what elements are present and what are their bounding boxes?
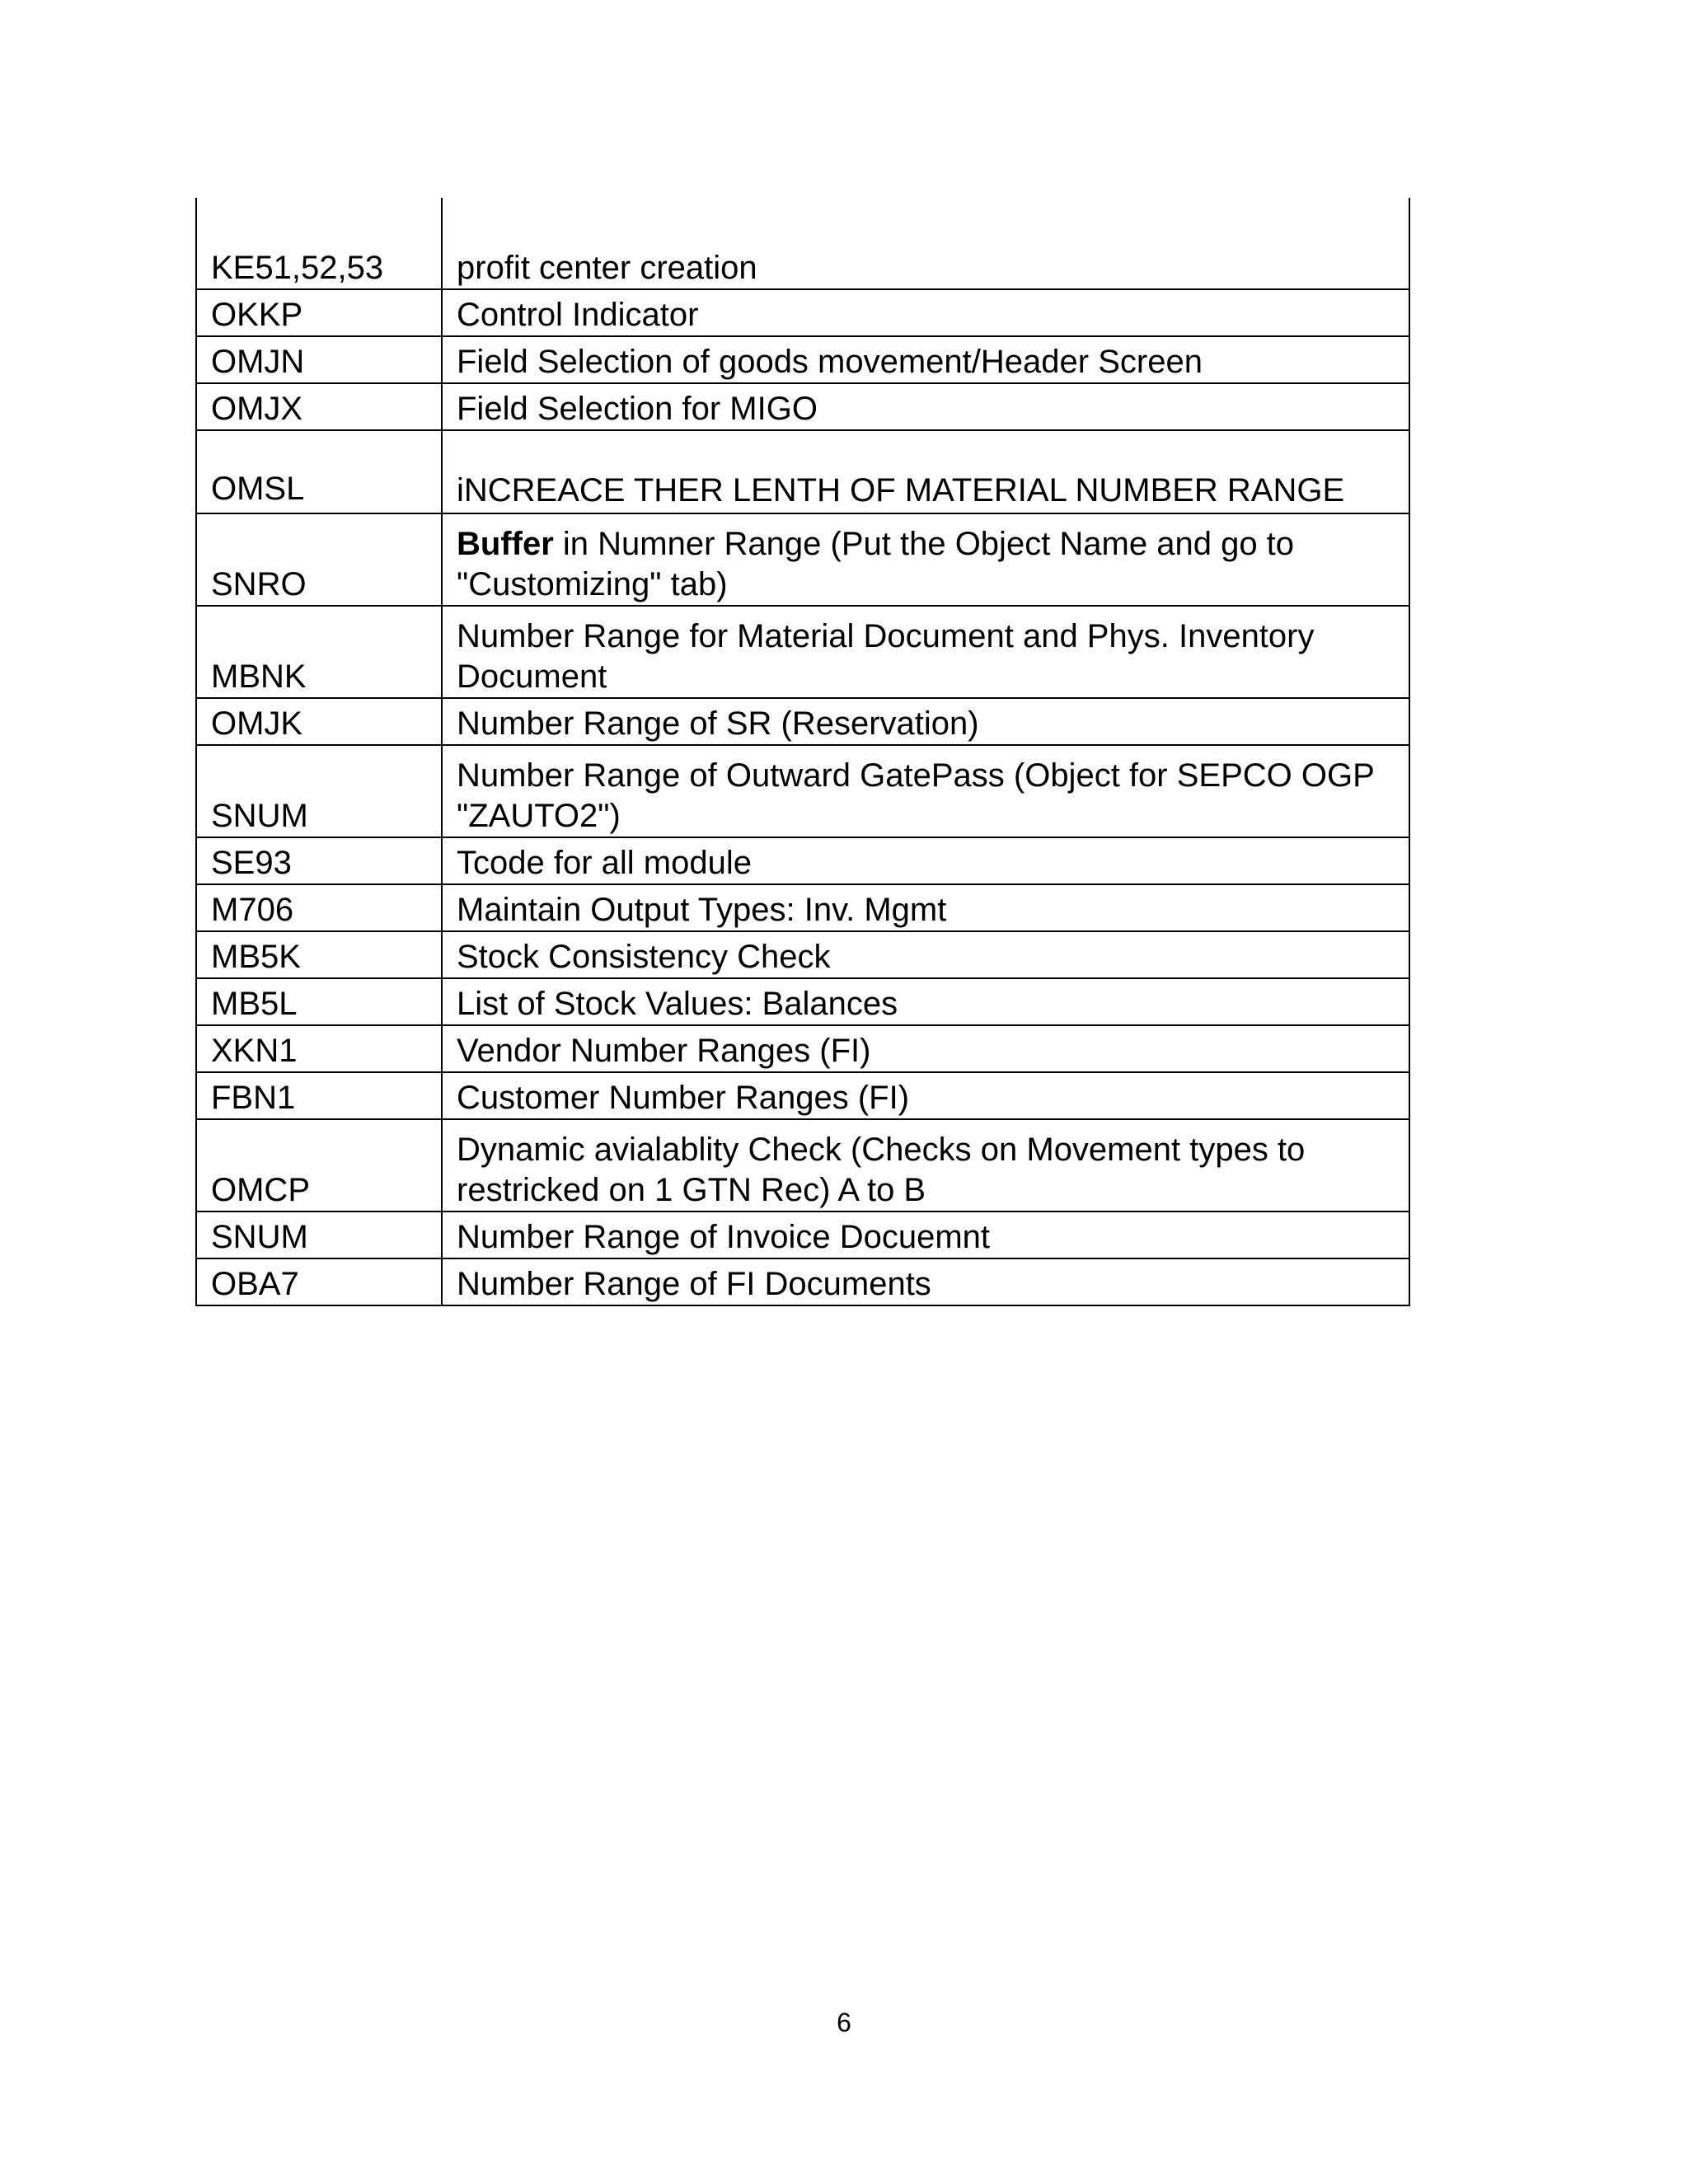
table-row <box>196 383 1409 430</box>
tcode-cell: OMCP <box>196 1119 442 1212</box>
description-cell: profit center creation <box>442 198 1409 289</box>
description-cell: Number Range of Outward GatePass (Object for SEPCO OGP "ZAUTO2") <box>442 745 1409 837</box>
table-row <box>196 336 1409 383</box>
description-cell: Field Selection of goods movement/Header Screen <box>442 336 1409 383</box>
description-cell: Vendor Number Ranges (FI) <box>442 1025 1409 1072</box>
table-row <box>196 198 1409 289</box>
table-row <box>196 1119 1409 1212</box>
tcode-cell: MBNK <box>196 606 442 698</box>
tcode-cell: OMJK <box>196 698 442 745</box>
description-cell: Number Range for Material Document and Phys. Inventory Document <box>442 606 1409 698</box>
table-row <box>196 1212 1409 1258</box>
description-cell: Number Range of FI Documents <box>442 1258 1409 1305</box>
tcode-cell: KE51,52,53 <box>196 198 442 289</box>
table-row <box>196 1258 1409 1305</box>
table-row <box>196 289 1409 336</box>
table-row <box>196 606 1409 698</box>
description-cell: iNCREACE THER LENTH OF MATERIAL NUMBER RANGE <box>442 430 1409 513</box>
description-cell: Control Indicator <box>442 289 1409 336</box>
table-row <box>196 978 1409 1025</box>
tcode-cell: M706 <box>196 884 442 931</box>
description-cell: Number Range of Invoice Docuemnt <box>442 1212 1409 1258</box>
table-row <box>196 698 1409 745</box>
table-row <box>196 430 1409 513</box>
description-cell: Customer Number Ranges (FI) <box>442 1072 1409 1119</box>
description-cell: Tcode for all module <box>442 837 1409 884</box>
table-row <box>196 1025 1409 1072</box>
tcode-cell: OMJX <box>196 383 442 430</box>
description-cell: List of Stock Values: Balances <box>442 978 1409 1025</box>
tcode-cell: OMSL <box>196 430 442 513</box>
table-row <box>196 837 1409 884</box>
tcode-cell: SNUM <box>196 1212 442 1258</box>
description-cell <box>442 513 1409 606</box>
description-cell: Dynamic avialablity Check (Checks on Movement types to restricked on 1 GTN Rec) A to B <box>442 1119 1409 1212</box>
table-row <box>196 513 1409 606</box>
description-cell: Number Range of SR (Reservation) <box>442 698 1409 745</box>
description-cell: Maintain Output Types: Inv. Mgmt <box>442 884 1409 931</box>
tcode-cell: OMJN <box>196 336 442 383</box>
tcode-cell: MB5K <box>196 931 442 978</box>
page-number: 6 <box>837 2008 851 2037</box>
tcode-cell: XKN1 <box>196 1025 442 1072</box>
table-row <box>196 1072 1409 1119</box>
description-cell: Field Selection for MIGO <box>442 383 1409 430</box>
description-text: in Numner Range (Put the Object Name and go to "Customizing" tab) <box>457 526 1295 602</box>
table-row <box>196 884 1409 931</box>
tcode-cell: FBN1 <box>196 1072 442 1119</box>
tcode-table <box>195 198 1410 1306</box>
tcode-cell: OKKP <box>196 289 442 336</box>
table-row <box>196 745 1409 837</box>
tcode-cell: OBA7 <box>196 1258 442 1305</box>
tcode-cell: MB5L <box>196 978 442 1025</box>
description-bold-text: Buffer <box>457 526 554 562</box>
tcode-cell: SNRO <box>196 513 442 606</box>
table-row <box>196 931 1409 978</box>
description-cell: Stock Consistency Check <box>442 931 1409 978</box>
tcode-cell: SNUM <box>196 745 442 837</box>
tcode-cell: SE93 <box>196 837 442 884</box>
